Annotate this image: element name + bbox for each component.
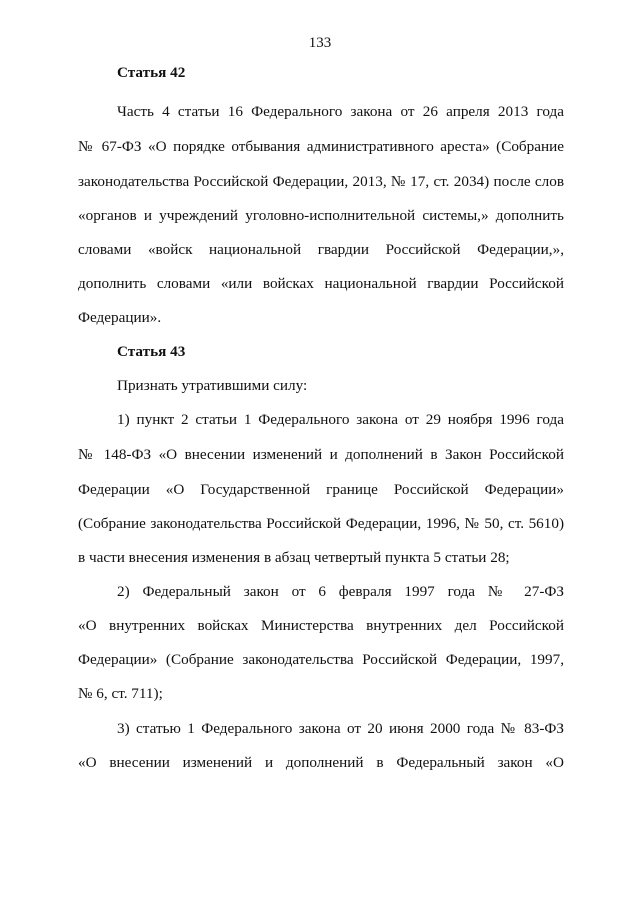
article-43-item-2-line-4: № 6, ст. 711);: [78, 685, 163, 702]
article-42-line-3: законодательства Российской Федерации, 2013, № 17, ст. 2034) после слов: [78, 173, 564, 190]
page-number: 133: [308, 35, 332, 51]
article-43-item-1-line-1: 1) пункт 2 статьи 1 Федерального закона от 29 ноября 1996 года: [117, 411, 564, 428]
article-43-item-2-line-1: 2) Федеральный закон от 6 февраля 1997 года № 27-ФЗ: [117, 583, 564, 600]
article-42-line-5: словами «войск национальной гвардии Российской Федерации,»,: [78, 241, 564, 258]
article-43-item-3-line-2: «О внесении изменений и дополнений в Федеральный закон «О: [78, 754, 564, 771]
article-43-item-1-line-2: № 148-ФЗ «О внесении изменений и дополнений в Закон Российской: [78, 446, 564, 463]
article-43-item-1-line-5: в части внесения изменения в абзац четвертый пункта 5 статьи 28;: [78, 549, 510, 566]
article-43-item-1-line-4: (Собрание законодательства Российской Федерации, 1996, № 50, ст. 5610): [78, 515, 564, 532]
article-43-item-3-line-1: 3) статью 1 Федерального закона от 20 июня 2000 года № 83-ФЗ: [117, 720, 564, 737]
article-42-line-1: Часть 4 статьи 16 Федерального закона от 26 апреля 2013 года: [117, 103, 564, 120]
article-42-line-6: дополнить словами «или войсках национальной гвардии Российской: [78, 275, 564, 292]
article-43-item-2-line-3: Федерации» (Собрание законодательства Российской Федерации, 1997,: [78, 651, 564, 668]
article-42-heading: Статья 42: [117, 64, 186, 81]
article-43-item-1-line-3: Федерации «О Государственной границе Российской Федерации»: [78, 481, 564, 498]
article-42-line-7: Федерации».: [78, 309, 162, 326]
article-42-line-4: «органов и учреждений уголовно-исполнительной системы,» дополнить: [78, 207, 564, 224]
article-43-heading: Статья 43: [117, 343, 186, 360]
article-43-item-2-line-2: «О внутренних войсках Министерства внутренних дел Российской: [78, 617, 564, 634]
article-42-line-2: № 67-ФЗ «О порядке отбывания административного ареста» (Собрание: [78, 138, 564, 155]
article-43-intro: Признать утратившими силу:: [117, 377, 308, 394]
